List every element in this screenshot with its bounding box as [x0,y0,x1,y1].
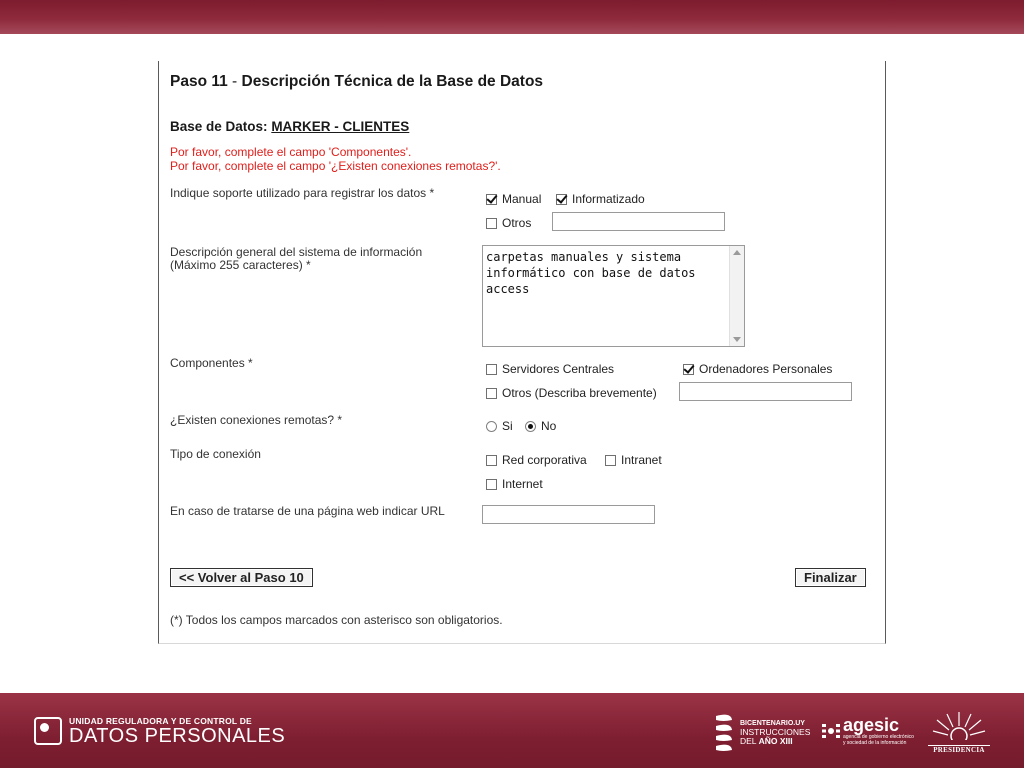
informatizado-option[interactable]: Informatizado [556,192,645,206]
no-radio-icon[interactable] [525,421,536,432]
back-button[interactable]: << Volver al Paso 10 [170,568,313,587]
urcdp-org-name: UNIDAD REGULADORA Y DE CONTROL DE [69,716,252,726]
error-conexiones: Por favor, complete el campo '¿Existen conexiones remotas?'. [170,159,501,173]
otros-soporte-input[interactable] [552,212,725,231]
conexion-no-option[interactable]: No [525,419,556,433]
internet-checkbox[interactable] [486,479,497,490]
urcdp-logo [34,716,285,746]
otros-soporte-option[interactable]: Otros [486,216,531,230]
url-input[interactable] [482,505,655,524]
scroll-down-arrow-icon[interactable] [733,337,741,342]
scroll-up-arrow-icon[interactable] [733,250,741,255]
url-label: En caso de tratarse de una página web indicar URL [170,504,445,518]
bicentenario-mark-icon [713,712,735,752]
red-corporativa-checkbox[interactable] [486,455,497,466]
informatizado-checkbox[interactable] [556,194,567,205]
otros-componentes-option[interactable]: Otros (Describa brevemente) [486,386,657,400]
finish-button[interactable]: Finalizar [795,568,866,587]
si-radio-icon[interactable] [486,421,497,432]
intranet-checkbox[interactable] [605,455,616,466]
urcdp-org-title: DATOS PERSONALES [69,725,286,747]
agesic-mark-icon [822,721,840,741]
descripcion-label: Descripción general del sistema de información (Máximo 255 caracteres) * [170,245,423,272]
agesic-logo: agesic agencia de gobierno electrónico y sociedad de la información [822,716,914,746]
conexiones-label: ¿Existen conexiones remotas? * [170,413,343,427]
otros-componentes-input[interactable] [679,382,852,401]
conexion-si-option[interactable]: Si [486,419,513,433]
database-name-line [170,119,409,134]
error-componentes: Por favor, complete el campo 'Componentes'. [170,145,412,159]
componentes-label: Componentes * [170,356,253,370]
ordenadores-option[interactable]: Ordenadores Personales [683,362,832,376]
otros-componentes-checkbox[interactable] [486,388,497,399]
otros-soporte-checkbox[interactable] [486,218,497,229]
ordenadores-checkbox[interactable] [683,364,694,375]
database-label: Base de Datos: [170,119,268,134]
intranet-option[interactable]: Intranet [605,453,662,467]
manual-option[interactable]: Manual [486,192,541,206]
textarea-scrollbar[interactable] [729,246,744,346]
database-name-link[interactable]: MARKER - CLIENTES [271,119,410,134]
form-panel [158,61,886,644]
descripcion-textarea[interactable]: carpetas manuales y sistema informático con base de datos access [482,245,745,347]
bicentenario-logo: BICENTENARIO.UY INSTRUCCIONES DEL AÑO XIII [713,712,810,752]
tipo-conexion-label: Tipo de conexión [170,447,261,461]
required-footnote: (*) Todos los campos marcados con asterisco son obligatorios. [170,613,503,627]
servidores-checkbox[interactable] [486,364,497,375]
internet-option[interactable]: Internet [486,477,543,491]
soporte-label: Indique soporte utilizado para registrar los datos * [170,186,435,200]
presidencia-logo: PRESIDENCIA [924,710,994,754]
urcdp-logo-icon [34,717,62,745]
manual-checkbox[interactable] [486,194,497,205]
red-corporativa-option[interactable]: Red corporativa [486,453,587,467]
sun-emblem-icon [929,710,989,740]
servidores-option[interactable]: Servidores Centrales [486,362,614,376]
page-title: Paso 11 - Descripción Técnica de la Base de Datos [170,73,544,90]
header-band [0,0,1024,34]
